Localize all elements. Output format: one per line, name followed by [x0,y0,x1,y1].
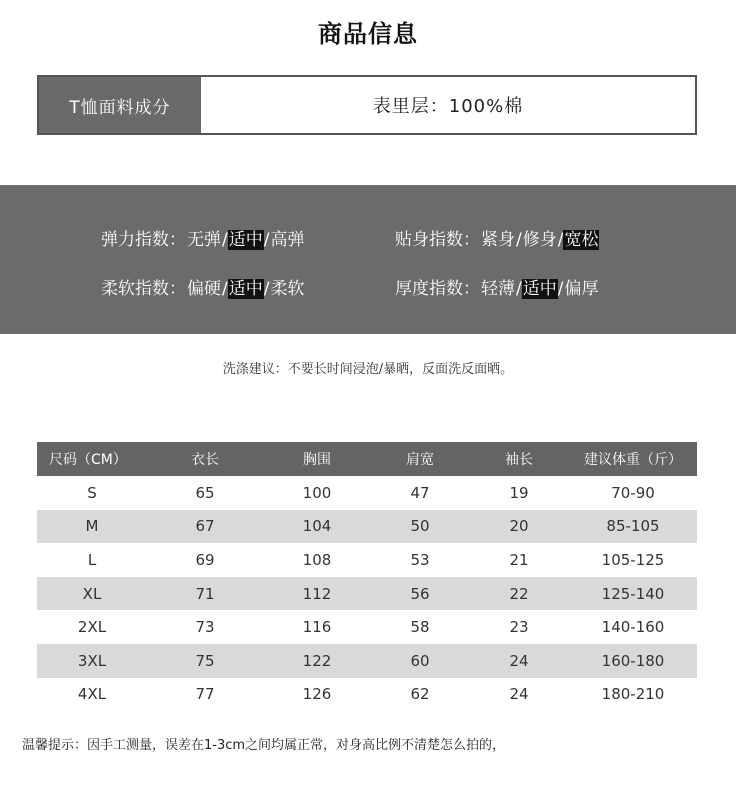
column-header: 胸围 [263,442,371,476]
table-cell: 104 [263,510,371,544]
option-separator: / [222,279,228,299]
option-separator: / [222,230,228,250]
page-title: 商品信息 [318,20,418,48]
table-row [37,476,697,510]
table-cell: 160-180 [569,644,697,678]
table-cell: 24 [509,685,529,704]
index-option: 修身 [522,230,557,250]
wash-note: 洗涤建议：不要长时间浸泡/暴晒，反面洗反面晒。 [222,362,514,377]
table-cell: 126 [302,685,332,704]
index-label: 贴身指数： [395,230,480,250]
table-cell: 75 [147,644,263,678]
table-cell: 19 [509,483,529,502]
option-separator: / [557,279,564,299]
size-table-body [37,476,697,711]
index-panel [0,185,736,334]
table-cell: 70-90 [611,483,655,502]
column-header: 尺码（CM） [37,442,147,476]
table-cell: M [37,510,147,544]
table-cell: 62 [410,685,430,704]
table-cell: 50 [371,510,469,544]
table-row [37,644,697,678]
index-option: 紧身 [481,230,515,250]
option-separator: / [516,230,522,250]
table-row [37,510,697,544]
size-table [37,442,697,711]
table-cell: 180-210 [601,685,665,704]
index-option-selected: 宽松 [564,230,599,250]
index-option-selected: 适中 [522,279,557,299]
table-cell: 108 [302,550,332,569]
table-cell: 53 [410,550,430,569]
index-softness [101,274,305,299]
table-cell: 3XL [37,644,147,678]
table-cell: 73 [195,618,215,637]
table-cell: 20 [469,510,569,544]
option-separator: / [516,279,522,299]
fabric-value: 表里层：100%棉 [372,96,524,117]
table-cell: 22 [469,577,569,611]
table-cell: 60 [371,644,469,678]
index-option: 轻薄 [481,279,515,299]
table-cell: 2XL [77,618,107,637]
index-option-selected: 适中 [228,279,263,299]
table-cell: 69 [195,550,215,569]
index-thickness [395,274,599,299]
index-fit [395,225,599,250]
option-separator: / [263,230,270,250]
option-separator: / [557,230,564,250]
table-cell: 105-125 [601,550,665,569]
column-header: 肩宽 [371,442,469,476]
index-option: 偏硬 [187,279,221,299]
column-header: 建议体重（斤） [569,442,697,476]
table-cell: XL [37,577,147,611]
table-cell: 47 [410,483,430,502]
table-cell: 21 [509,550,529,569]
table-cell: 4XL [77,685,107,704]
table-row [37,577,697,611]
size-table-header [37,442,697,476]
index-label: 厚度指数： [395,279,480,299]
table-cell: 65 [195,483,215,502]
table-row [37,543,697,577]
table-cell: L [87,550,97,569]
table-cell: 140-160 [601,618,665,637]
table-row [37,610,697,644]
index-option: 高弹 [270,230,305,250]
option-separator: / [263,279,270,299]
table-cell: 77 [195,685,215,704]
table-cell: 116 [302,618,332,637]
column-header: 袖长 [469,442,569,476]
table-cell: 56 [371,577,469,611]
table-cell: 71 [147,577,263,611]
table-cell: 112 [263,577,371,611]
table-cell: 24 [469,644,569,678]
index-option: 偏厚 [564,279,599,299]
table-cell: 122 [263,644,371,678]
fabric-label: T恤面料成分 [39,77,201,133]
fabric-composition [37,75,697,135]
table-cell: 125-140 [569,577,697,611]
index-option: 柔软 [270,279,305,299]
table-cell: 67 [147,510,263,544]
measurement-tip: 温馨提示：因手工测量，误差在1-3cm之间均属正常，对身高比例不清楚怎么拍的， [22,738,506,753]
table-cell: 58 [410,618,430,637]
index-elasticity [101,225,305,250]
column-header: 衣长 [147,442,263,476]
table-cell: 100 [302,483,332,502]
table-cell: 85-105 [569,510,697,544]
table-row [37,678,697,712]
index-option-selected: 适中 [228,230,263,250]
index-label: 弹力指数： [101,230,186,250]
index-label: 柔软指数： [101,279,186,299]
index-option: 无弹 [187,230,221,250]
table-cell: 23 [509,618,529,637]
table-cell: S [87,483,97,502]
